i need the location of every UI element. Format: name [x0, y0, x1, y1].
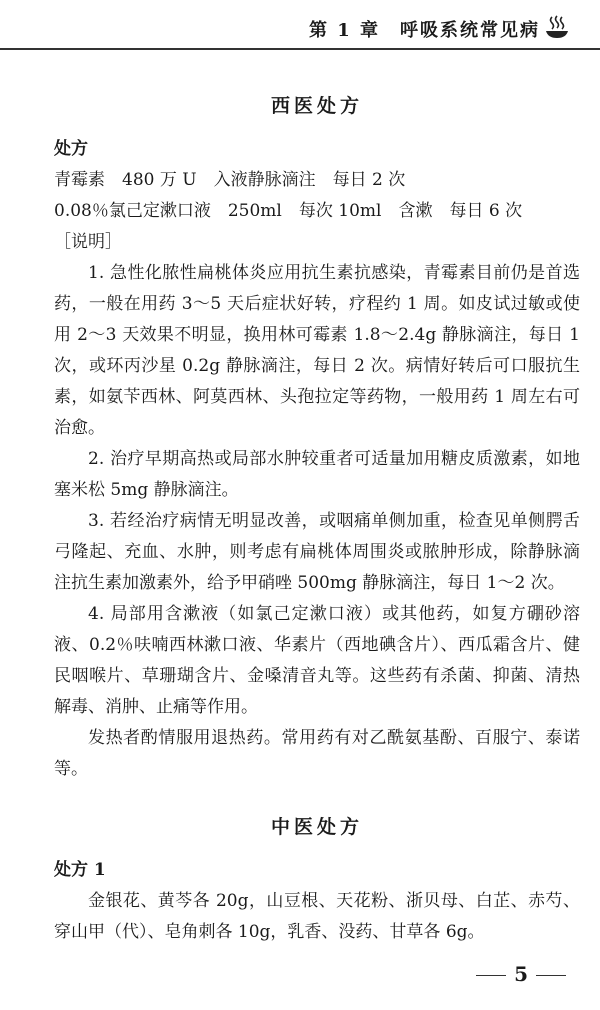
header-rule	[0, 48, 600, 50]
section-title-tcm: 中医处方	[270, 816, 363, 838]
tcm-prescription-text: 金银花、黄芩各 20g，山豆根、天花粉、浙贝母、白芷、赤芍、穿山甲（代）、皂角刺各 10g，乳香、没药、甘草各 6g。	[54, 891, 580, 942]
steam-bowl-icon	[544, 14, 570, 40]
note-paragraph-2: 2. 治疗早期高热或局部水肿较重者可适量加用糖皮质激素，如地塞米松 5mg 静脉滴注。	[54, 449, 580, 500]
tcm-prescription-label: 处方 1	[54, 860, 106, 880]
dash-left	[476, 975, 506, 976]
page-number: 5	[514, 962, 528, 986]
section-title-western: 西医处方	[270, 95, 363, 117]
page-number-footer	[468, 962, 574, 986]
note-label: ［说明］	[54, 232, 122, 252]
note-paragraph-1: 1. 急性化脓性扁桃体炎应用抗生素抗感染，青霉素目前仍是首选药，一般在用药 3～5 天后症状好转，疗程约 1 周。如皮试过敏或使用 2～3 天效果不明显，换用林可霉素 1.8～2.4g 静脉滴注，每日 1 次，或环丙沙星 0.2g 静脉滴注，每日 2 次。病情好转后可口服抗生素，如氨苄西林、阿莫西林、头孢拉定等药物，一般用药 1 周左右可治愈。	[54, 263, 580, 438]
chapter-title: 第 1 章 呼吸系统常见病	[308, 20, 540, 41]
dash-right	[536, 975, 566, 976]
prescription-line-2: 0.08％氯己定漱口液 250ml 每次 10ml 含漱 每日 6 次	[54, 201, 523, 221]
note-paragraph-4: 4. 局部用含漱液（如氯己定漱口液）或其他药，如复方硼砂溶液、0.2％呋喃西林漱口液、华素片（西地碘含片）、西瓜霜含片、健民咽喉片、草珊瑚含片、金嗓清音丸等。这些药有杀菌、抑菌、清热解毒、消肿、止痛等作用。	[54, 604, 580, 717]
note-paragraph-5: 发热者酌情服用退热药。常用药有对乙酰氨基酚、百服宁、泰诺等。	[54, 728, 580, 779]
prescription-line-1: 青霉素 480 万 U 入液静脉滴注 每日 2 次	[54, 170, 406, 190]
note-paragraph-3: 3. 若经治疗病情无明显改善，或咽痛单侧加重，检查见单侧腭舌弓隆起、充血、水肿，则考虑有扁桃体周围炎或脓肿形成，除静脉滴注抗生素加激素外，给予甲硝唑 500mg 静脉滴注，每日 1～2 次。	[54, 511, 580, 593]
running-header	[0, 0, 600, 60]
prescription-label: 处方	[54, 139, 88, 159]
page-body	[54, 84, 580, 948]
